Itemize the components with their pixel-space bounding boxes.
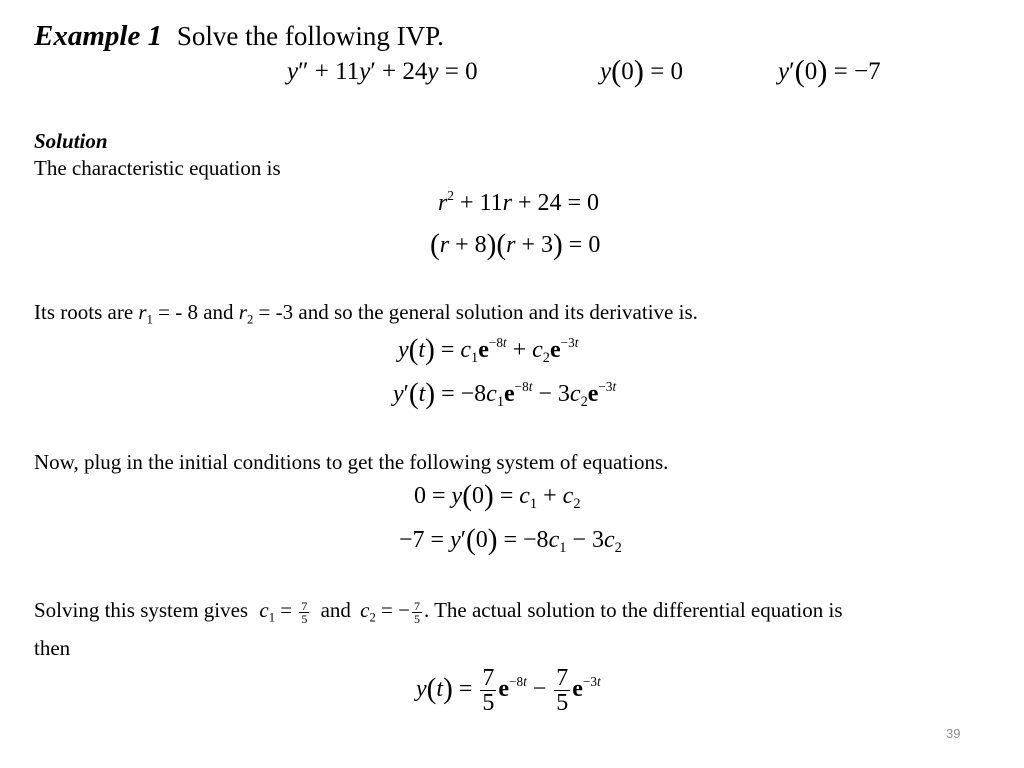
example-heading — [34, 20, 444, 53]
general-solution-derivative: $y'(t) = -8c_1e^{-8t} - 3c_2e^{-3t}$ — [393, 377, 617, 411]
roots-sentence: Its roots are $r_1$ = - 8 and $r_2 = -3$ and so the general solution and its derivative is. — [34, 300, 698, 327]
general-solution: $y(t) = c_1e^{-8t} + c_2e^{-3t}$ — [398, 333, 579, 367]
roots-r1-value: = - 8 and — [152, 300, 234, 324]
char-eq-intro: The characteristic equation is — [34, 156, 281, 180]
characteristic-equation: $r^2 + 11r + 24 = 0$ — [438, 188, 600, 216]
solving-sentence: Solving this system gives $c_1$ = $\frac{7}{5}$ and $c_2$ = − $\frac{7}{5}$ . The actual solution to the differential equation is — [34, 598, 843, 626]
final-solution: y(t) = $\frac{7}{5}$ $e^{-8t}$ − $\frac{7}{5}$ $e^{-3t}$ — [416, 665, 601, 716]
ivp-differential-equation: y″ + 11y′ + 24y = 0 — [287, 58, 478, 85]
c2-fraction: $\frac{7}{5}$ — [413, 598, 420, 626]
solution-heading: Solution — [34, 129, 108, 153]
roots-prefix: Its roots are — [34, 300, 134, 324]
c1-fraction: $\frac{7}{5}$ — [301, 598, 308, 626]
then-word: then — [34, 636, 71, 660]
example-label: Example 1 — [34, 20, 163, 52]
factored-equation: (r + 8)(r + 3) = 0 — [430, 228, 601, 261]
system-equation-1: $0 = y(0) = c_1 + c_2$ — [414, 479, 581, 513]
roots-r2-value: = -3 and so the general solution and its derivative is. — [253, 300, 698, 324]
ivp-initial-condition-1: y(0) = 0 — [600, 53, 684, 88]
solving-and: and — [320, 598, 351, 622]
plug-in-sentence: Now, plug in the initial conditions to get the following system of equations. — [34, 450, 669, 474]
solving-suffix: . The actual solution to the differential equation is — [423, 598, 843, 622]
system-equation-2: $-7 = y'(0) = -8c_1 - 3c_2$ — [399, 523, 622, 557]
final-fraction-2: $\frac{7}{5}$ — [556, 665, 569, 716]
ivp-initial-condition-2: y′(0) = −7 — [778, 53, 881, 88]
final-fraction-1: $\frac{7}{5}$ — [482, 665, 495, 716]
example-instruction: Solve the following IVP. — [176, 21, 444, 51]
solving-prefix: Solving this system gives — [34, 598, 249, 622]
page-number: 39 — [946, 726, 961, 741]
